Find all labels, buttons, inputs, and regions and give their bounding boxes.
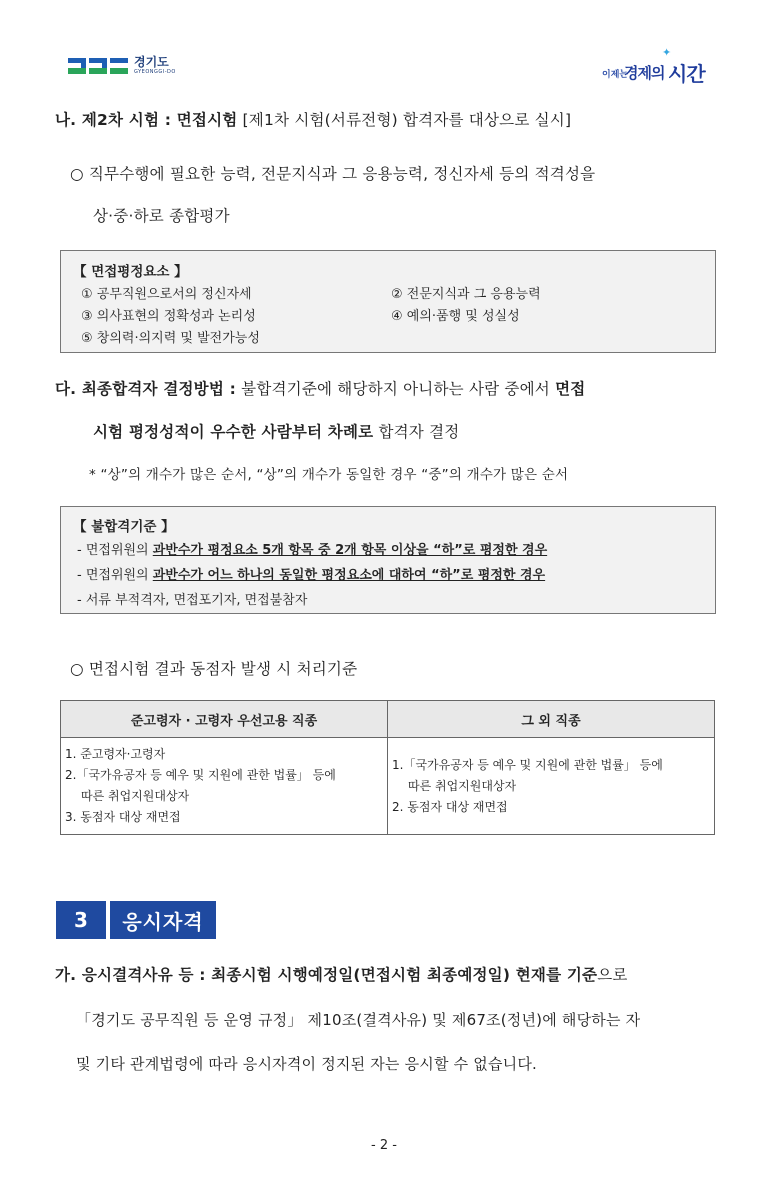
logo-left-en: GYEONGGI-DO xyxy=(134,69,176,75)
section-da-bold3: 시험 평정성적이 우수한 사람부터 차례로 xyxy=(93,423,374,441)
eval-item-4: ④ 예의·품행 및 성실성 xyxy=(391,309,520,324)
section-da-mid2: 합격자 결정 xyxy=(373,423,460,441)
tie-col2-line-1: 1.「국가유공자 등 예우 및 지원에 관한 법률」 등에 xyxy=(392,757,663,772)
fail-item-2 xyxy=(77,564,545,583)
fail-item-1-pre: - 면접위원의 xyxy=(77,543,153,558)
section-na-bold: 제2차 시험 : 면접시험 xyxy=(81,111,238,129)
section-da-note: * “상”의 개수가 많은 순서, “상”의 개수가 동일한 경우 “중”의 개수가 많은 순서 xyxy=(89,467,569,483)
eval-factors-box xyxy=(60,250,716,353)
section-ga-bold: 응시결격사유 등 : 최종시험 시행예정일(면접시험 최종예정일) 현재를 기준 xyxy=(81,966,598,984)
fail-box-title: 【 불합격기준 】 xyxy=(73,519,175,535)
section-3-title: 응시자격 xyxy=(110,901,216,939)
section-da-bold1: 최종합격자 결정방법 : xyxy=(81,380,237,398)
section-3-badge xyxy=(56,901,216,939)
tie-col1-line-3: 따른 취업지원대상자 xyxy=(81,789,190,803)
page-number: - 2 - xyxy=(371,1138,397,1153)
section-ga-rest: 으로 xyxy=(597,966,628,984)
section-da-prefix: 다. xyxy=(55,380,82,398)
fail-item-1-underlined: 과반수가 평정요소 5개 항목 중 2개 항목 이상을 “하”로 평정한 경우 xyxy=(152,543,548,558)
tie-col2-line-3: 2. 동점자 대상 재면접 xyxy=(392,799,508,814)
tie-col1-cell xyxy=(61,738,388,835)
eval-item-1: ① 공무직원으로서의 정신자세 xyxy=(81,287,252,302)
gyeonggi-logo-mark xyxy=(68,58,128,74)
section-ga-line2: 「경기도 공무직원 등 운영 규정」 제10조(결격사유) 및 제67조(정년)에 해당하는 자 xyxy=(76,1011,641,1029)
logo-right-small: 이제는 xyxy=(602,70,629,80)
tie-break-table xyxy=(60,700,715,835)
tie-col1-line-2: 2.「국가유공자 등 예우 및 지원에 관한 법률」 등에 xyxy=(65,768,336,782)
eval-box-title: 【 면접평정요소 】 xyxy=(73,264,188,280)
section-ga-prefix: 가. xyxy=(55,966,82,984)
sparkle-icon: ✦ xyxy=(662,46,672,59)
tie-bullet: ○ 면접시험 결과 동점자 발생 시 처리기준 xyxy=(70,660,358,678)
section-na-bullet-2: 상·중·하로 종합평가 xyxy=(93,207,230,225)
table-row xyxy=(61,738,715,835)
eval-item-3: ③ 의사표현의 정확성과 논리성 xyxy=(81,309,256,324)
logo-left-ko: 경기도 xyxy=(134,55,169,69)
section-da-heading xyxy=(55,377,585,399)
fail-criteria-box xyxy=(60,506,716,614)
tie-col1-line-1: 1. 준고령자·고령자 xyxy=(65,747,166,761)
section-ga-line3: 및 기타 관계법령에 따라 응시자격이 정지된 자는 응시할 수 없습니다. xyxy=(76,1055,538,1073)
section-na-bullet-1: ○ 직무수행에 필요한 능력, 전문지식과 그 응용능력, 정신자세 등의 적격성을 xyxy=(70,165,596,183)
logo-right-big: 시간 xyxy=(668,62,705,86)
eval-item-5: ⑤ 창의력·의지력 및 발전가능성 xyxy=(81,331,260,346)
section-3-number: 3 xyxy=(56,901,106,939)
gyeonggi-logo xyxy=(68,56,176,75)
logo-right-mid: 경제의 xyxy=(624,64,665,82)
table-header-row xyxy=(61,701,715,738)
fail-item-3: - 서류 부적격자, 면접포기자, 면접불참자 xyxy=(77,593,308,608)
tie-col1-header: 준고령자 · 고령자 우선고용 직종 xyxy=(61,701,388,738)
section-na-heading xyxy=(55,108,571,130)
section-na-prefix: 나. xyxy=(55,111,82,129)
eval-item-2: ② 전문지식과 그 응용능력 xyxy=(391,287,541,302)
section-da-line2 xyxy=(93,420,459,442)
fail-item-1 xyxy=(77,539,547,558)
section-ga-heading xyxy=(55,963,628,985)
tie-col2-line-2: 따른 취업지원대상자 xyxy=(408,778,517,793)
fail-item-2-underlined: 과반수가 어느 하나의 동일한 평정요소에 대하여 “하”로 평정한 경우 xyxy=(152,568,546,583)
tie-col2-header: 그 외 직종 xyxy=(388,701,715,738)
tie-col1-line-4: 3. 동점자 대상 재면접 xyxy=(65,810,181,824)
section-da-mid1: 불합격기준에 해당하지 아니하는 사람 중에서 xyxy=(236,380,556,398)
tie-col2-cell xyxy=(388,738,715,835)
fail-item-2-pre: - 면접위원의 xyxy=(77,568,153,583)
section-da-bold2: 면접 xyxy=(555,380,586,398)
section-na-rest: [제1차 시험(서류전형) 합격자를 대상으로 실시] xyxy=(237,111,572,129)
economy-time-logo xyxy=(600,48,710,88)
